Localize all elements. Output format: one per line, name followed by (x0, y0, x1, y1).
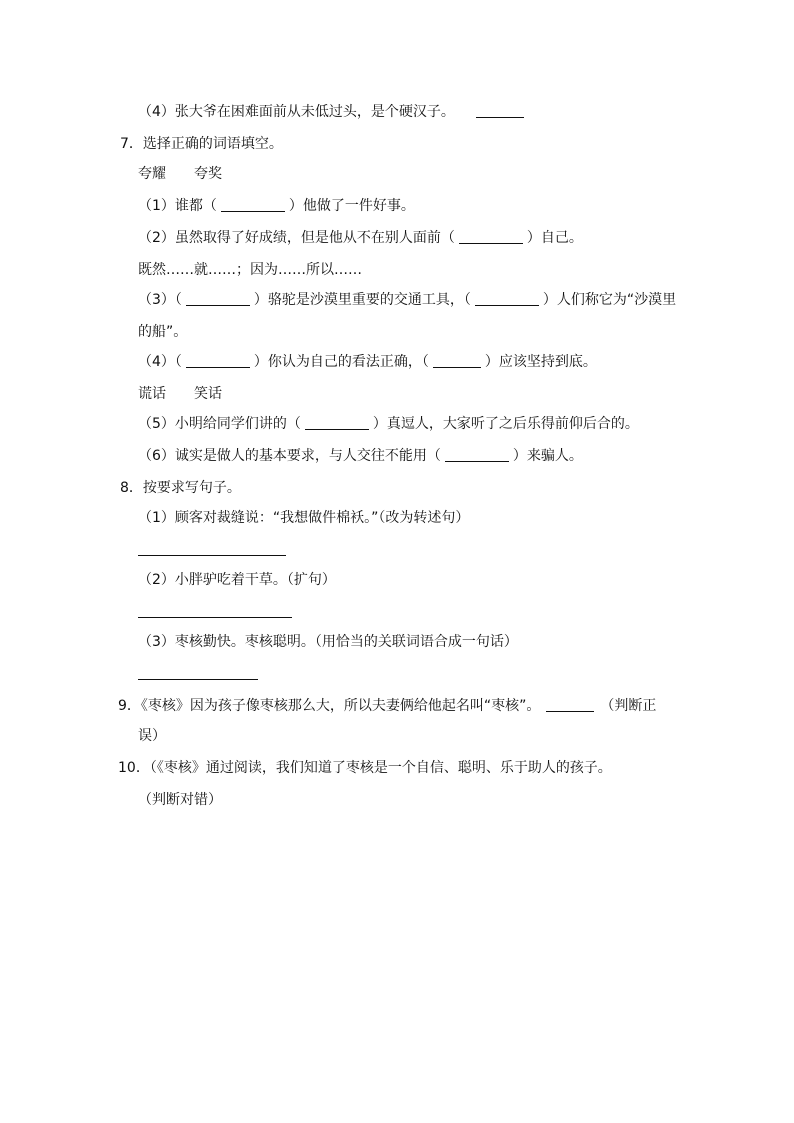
q7-word-group-2: 既然……就……；因为……所以…… (138, 262, 362, 278)
q7-item5-blank[interactable] (305, 415, 369, 430)
q7-item4-blank-2[interactable] (433, 353, 481, 368)
q7-item6: （6）诚实是做人的基本要求，与人交往不能用（ ）来骗人。 (138, 448, 583, 464)
q7-item3-blank-2[interactable] (475, 291, 539, 306)
q7-item3-blank-1[interactable] (186, 291, 250, 306)
q7-item3: （3）（ ）骆驼是沙漠里重要的交通工具，（ ）人们称它为“沙漠里 (138, 292, 677, 308)
q7-word-group-1: 夸耀 夸奖 (138, 166, 222, 182)
q7-item2: （2）虽然取得了好成绩，但是他从不在别人面前（ ）自己。 (138, 230, 583, 246)
q8-item1-answer-line[interactable] (138, 555, 286, 556)
q7-item5: （5）小明给同学们讲的（ ）真逗人，大家听了之后乐得前仰后合的。 (138, 416, 639, 432)
q8-item2-answer-line[interactable] (138, 617, 292, 618)
q7-item1-blank[interactable] (221, 197, 285, 212)
q10-line1: 10．（《枣核》通过阅读，我们知道了枣核是一个自信、聪明、乐于助人的孩子。 (118, 760, 612, 776)
q9-answer-blank[interactable] (546, 697, 594, 712)
q7-word-group-3: 谎话 笑话 (138, 386, 222, 402)
q9-line2: 误） (138, 728, 166, 744)
q7-item4-blank-1[interactable] (186, 353, 250, 368)
q7-item1: （1）谁都（ ）他做了一件好事。 (138, 198, 415, 214)
q7-item3-cont: 的船”。 (138, 324, 188, 340)
q7-item2-blank[interactable] (459, 229, 523, 244)
q8-item3: （3）枣核勤快。枣核聪明。（用恰当的关联词语合成一句话） (138, 634, 518, 650)
q6-item4-blank[interactable] (476, 103, 524, 118)
q7-item4: （4）（ ）你认为自己的看法正确，（ ）应该坚持到底。 (138, 354, 597, 370)
q8-item3-answer-line[interactable] (138, 679, 258, 680)
q10-line2: （判断对错） (138, 792, 222, 808)
q8-item1: （1）顾客对裁缝说：“我想做件棉袄。”（改为转述句） (138, 510, 470, 526)
q6-item4-text: （4）张大爷在困难面前从未低过头，是个硬汉子。 (138, 104, 455, 120)
q7-title: 7．选择正确的词语填空。 (120, 136, 283, 152)
q8-item2: （2）小胖驴吃着干草。（扩句） (138, 572, 336, 588)
q6-item4 (138, 102, 524, 122)
q9-line1: 9．《枣核》因为孩子像枣核那么大，所以夫妻俩给他起名叫“枣核”。 （判断正 (118, 698, 657, 714)
q8-title: 8．按要求写句子。 (120, 480, 241, 496)
q7-item6-blank[interactable] (445, 447, 509, 462)
